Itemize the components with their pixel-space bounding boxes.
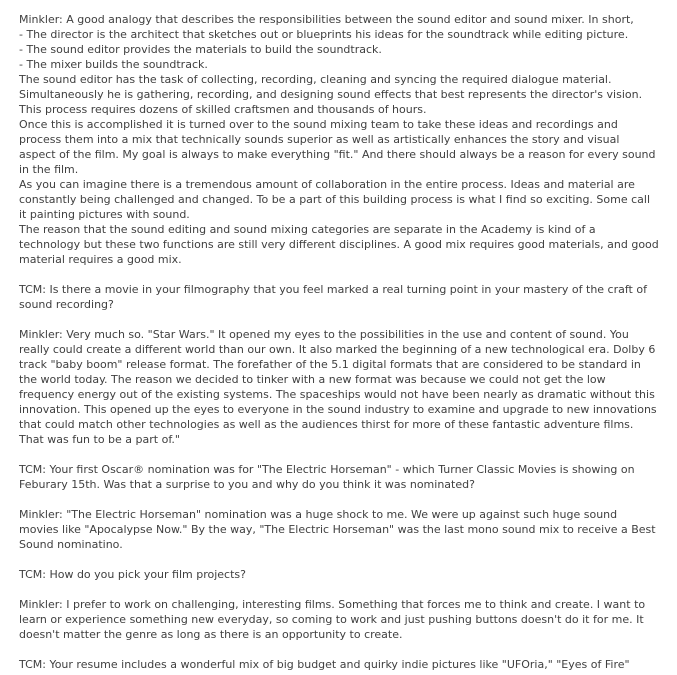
article-body <box>19 12 663 672</box>
question-paragraph: TCM: Your resume includes a wonderful mix of big budget and quirky indie pictures like "UFOria," "Eyes of Fire" <box>19 658 630 671</box>
answer-paragraph: The reason that the sound editing and sound mixing categories are separate in the Academy is kind of a technology but these two functions are still very different disciplines. A good mix requires good materials, and good material requires a good mix. <box>19 223 663 266</box>
answer-paragraph: Minkler: "The Electric Horseman" nomination was a huge shock to me. We were up against such huge sound movies like "Apocalypse Now." By the way, "The Electric Horseman" was the last mono sound mix to receive a Best Sound nominatino. <box>19 508 660 551</box>
paragraph-gap <box>19 447 659 462</box>
list-item: - The mixer builds the soundtrack. <box>19 58 208 71</box>
paragraph-gap <box>19 267 659 282</box>
answer-paragraph: As you can imagine there is a tremendous amount of collaboration in the entire process. Ideas and material are constantly being challenged and changed. To be a part of this building process is what I find so exciting. Some call it painting pictures with sound. <box>19 178 654 221</box>
question-paragraph: TCM: Your first Oscar® nomination was for "The Electric Horseman" - which Turner Classic Movies is showing on Feburary 15th. Was that a surprise to you and why do you think it was nominated? <box>19 463 639 491</box>
paragraph-gap <box>19 642 659 657</box>
answer-paragraph: Minkler: A good analogy that describes the responsibilities between the sound editor and sound mixer. In short, <box>19 13 634 26</box>
list-item: - The sound editor provides the materials to build the soundtrack. <box>19 43 382 56</box>
question-paragraph: TCM: Is there a movie in your filmography that you feel marked a real turning point in your mastery of the craft of sound recording? <box>19 283 651 311</box>
paragraph-gap <box>19 552 659 567</box>
paragraph-gap <box>19 492 659 507</box>
question-paragraph: TCM: How do you pick your film projects? <box>19 568 246 581</box>
answer-paragraph: The sound editor has the task of collecting, recording, cleaning and syncing the required dialogue material. Simultaneously he is gathering, recording, and designing sound effects that best represents the director's vision. This process requires dozens of skilled craftsmen and thousands of hours. <box>19 73 646 116</box>
answer-paragraph: Minkler: I prefer to work on challenging, interesting films. Something that forces me to think and create. I want to learn or experience something new everyday, so coming to work and just pushing buttons doesn't do it for me. It doesn't matter the genre as long as there is an opportunity to create. <box>19 598 649 641</box>
answer-paragraph: Once this is accomplished it is turned over to the sound mixing team to take these ideas and recordings and process them into a mix that technically sounds superior as well as artistically enhances the story and visual aspect of the film. My goal is always to make everything "fit." And there should always be a reason for every sound in the film. <box>19 118 660 176</box>
answer-paragraph: Minkler: Very much so. "Star Wars." It opened my eyes to the possibilities in the use and content of sound. You really could create a different world than our own. It also marked the beginning of a new technological era. Dolby 6 track "baby boom" release format. The forefather of the 5.1 digital formats that are considered to be standard in the world today. The reason we decided to tinker with a new format was because we could not get the low frequency energy out of the existing systems. The spaceships would not have been nearly as dramatic without this innovation. This opened up the eyes to everyone in the sound industry to examine and upgrade to new innovations that could match other technologies as well as the audiences thirst for more of these fantastic adventure films. That was fun to be a part of." <box>19 328 661 446</box>
list-item: - The director is the architect that sketches out or blueprints his ideas for the soundtrack while editing picture. <box>19 28 629 41</box>
paragraph-gap <box>19 312 659 327</box>
paragraph-gap <box>19 582 659 597</box>
